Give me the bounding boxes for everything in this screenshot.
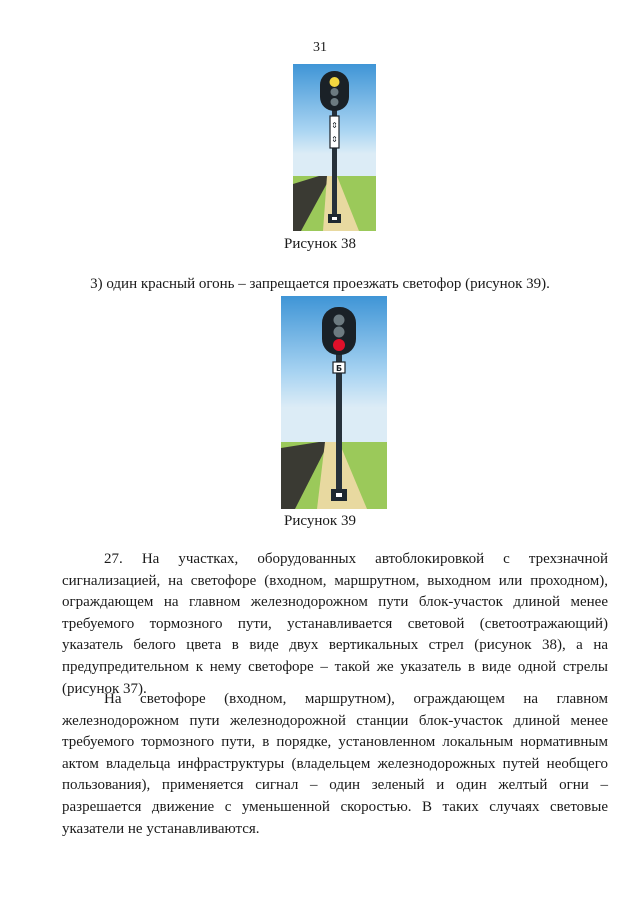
signal-light-top [330,77,340,87]
signal-light-middle [331,88,339,96]
paragraph-27: 27. На участках, оборудованных автоблокировкой с трехзначной сигнализацией, на светофоре (входном, маршрутном, выходном или проходном), ограждающем на главном железнодорожном пути блок-участок длиной менее требуемого тормозного пути, устанавливается световой (светоотражающий) указатель белого цвета в виде двух вертикальных стрел (рисунок 38), а на предупредительном к нему светофоре – такой же указатель в виде одной стрелы (рисунок 37). [62,551,608,697]
figure-39-caption: Рисунок 39 [284,513,356,529]
signal-light-top [334,315,345,326]
page-number: 31 [313,40,327,55]
figure-38-svg [293,64,376,231]
double-arrow-indicator-lower: ⇕ [331,135,338,144]
post-base-plate [336,493,342,497]
signal-light-middle [334,327,345,338]
double-arrow-indicator: ⇕ [331,121,338,130]
figure-39-signal-illustration [281,296,387,509]
post-label: Б [335,364,343,373]
figure-38-caption: Рисунок 38 [284,236,356,252]
signal-light-bottom [331,98,339,106]
list-item-3: 3) один красный огонь – запрещается проезжать светофор (рисунок 39). [90,276,550,292]
paragraph-27-continued: На светофоре (входном, маршрутном), ограждающем на главном железнодорожном пути железнодорожной станции блок-участок длиной менее требуемого тормозного пути, в порядке, установленном локальным нормативным актом владельца инфраструктуры (владельцем железнодорожных путей необщего пользования), применяется сигнал – один зеленый и один желтый огни – разрешается движение с уменьшенной скоростью. В таких случаях световые указатели не устанавливаются. [62,691,608,837]
post-base-plate [332,217,337,220]
signal-light-bottom [333,339,345,351]
figure-38-signal-illustration [293,64,376,231]
figure-39-svg [281,296,387,509]
